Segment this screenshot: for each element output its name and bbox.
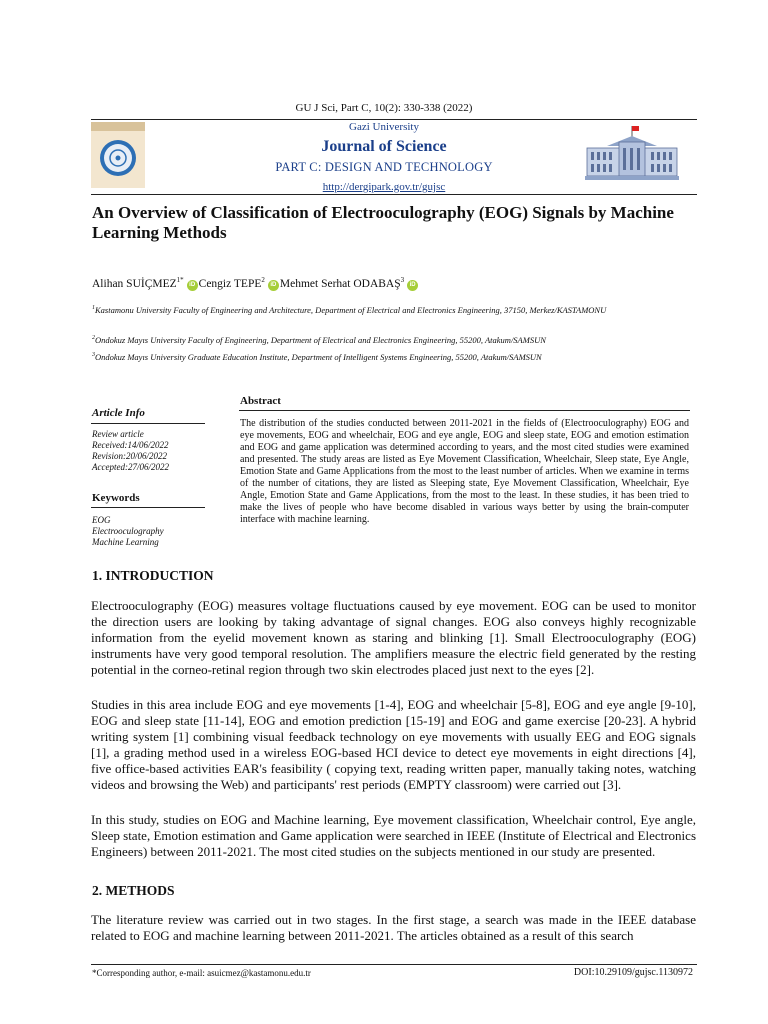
running-citation: GU J Sci, Part C, 10(2): 330-338 (2022): [295, 102, 473, 114]
journal-url-link[interactable]: http://dergipark.gov.tr/gujsc: [322, 181, 446, 193]
author-list: [92, 276, 419, 291]
author-1-sup: 1*: [176, 276, 184, 284]
author-2-name: Cengiz TEPE: [198, 277, 262, 290]
header-top-rule: [91, 119, 697, 120]
abstract-rule: [239, 410, 690, 411]
university-building-logo: [585, 124, 679, 184]
orcid-icon[interactable]: iD: [187, 280, 198, 291]
accepted-date: Accepted:27/06/2022: [92, 462, 169, 472]
author-3-name: Mehmet Serhat ODABAŞ: [279, 277, 401, 290]
affiliation-3-text: Ondokuz Mayıs University Graduate Education Institute, Department of Intelligent Systems Engineering, 55200, Atakum/SAMSUN: [95, 351, 542, 362]
author-2-sup: 2: [261, 276, 265, 284]
keywords-list: [92, 515, 164, 548]
keywords-heading: Keywords: [92, 492, 140, 504]
keyword-item: Machine Learning: [92, 537, 159, 547]
keywords-rule: [91, 507, 205, 508]
abstract-text: The distribution of the studies conducted between 2011-2021 in the fields of (Electrooculography) EOG and eye movements, EOG and wheelchair, EOG and eye angle, EOG and sleep state, EOG and emotion estimation and EOG and game application was determined according to years, and the most cited studies were examined and presented. The study areas are listed as Eye Movement Classification, Wheelchair, Sleep state, Eye Angle, Emotion State and Game Applications from the most to the least number of articles. When we examine in terms of the number of citations, they are listed as Sleeping state, Eye Movement Classification, Wheelchair, Eye Angle, Emotion State and Game Applications, from the most to the least. In these studies, it has been tried to make the lives of people who have become disabled in various ways better by using the brain-computer interface with machine learning.: [240, 418, 689, 525]
article-info-heading: Article Info: [92, 407, 145, 419]
revision-date: Revision:20/06/2022: [92, 451, 167, 461]
received-date: Received:14/06/2022: [92, 440, 169, 450]
affiliation-2: [92, 332, 692, 346]
affiliation-1-sup: 1: [92, 305, 95, 311]
intro-paragraph-2: Studies in this area include EOG and eye movements [1-4], EOG and wheelchair [5-8], EOG and eye angle [9-10], EOG and sleep state [11-14], EOG and emotion prediction [15-19] and EOG and game exercise [20-23]. A hybrid writing system [1] combining visual feedback technology on eye movements with usually EEG and EOG signals [1], a grading method used in a wireless EOG-based HCI device to detect eye movements in eight directions [4], five office-based activities EAR's feasibility ( copying text, reading written paper, manually taking notes, watching videos and browsing the Web) and participants' rest periods (EMPTY classroom) were carried out [3].: [91, 697, 696, 792]
header-bottom-rule: [91, 194, 697, 195]
affiliation-1-text: Kastamonu University Faculty of Engineering and Architecture, Department of Electrical and Electronics Engineering, 37150, Merkez/KASTAMONU: [95, 304, 607, 315]
corresponding-author-footnote: *Corresponding author, e-mail: asuicmez@kastamonu.edu.tr: [92, 968, 311, 978]
doi-label: DOI:10.29109/gujsc.1130972: [573, 967, 693, 978]
article-info-block: [92, 429, 169, 473]
article-info-rule: [91, 423, 205, 424]
article-title: An Overview of Classification of Electrooculography (EOG) Signals by Machine Learning Methods: [92, 203, 674, 242]
journal-part: PART C: DESIGN AND TECHNOLOGY: [275, 160, 493, 174]
author-3-sup: 3: [400, 276, 405, 284]
affiliation-2-sup: 2: [92, 335, 95, 341]
orcid-icon[interactable]: iD: [268, 280, 279, 291]
footer-rule: [91, 964, 697, 965]
affiliation-3-sup: 3: [92, 352, 95, 358]
methods-paragraph-1: The literature review was carried out in two stages. In the first stage, a search was made in the IEEE database related to EOG and machine learning between 2011-2021. The articles obtained as a result of this search: [91, 912, 696, 943]
author-1-name: Alihan SUİÇMEZ: [92, 277, 177, 290]
intro-paragraph-3: In this study, studies on EOG and Machine learning, Eye movement classification, Wheelchair control, Eye angle, Sleep state, Emotion estimation and Game application were searched in IEEE (Institute of Electrical and Electronics Engineers) between 2011-2021. The most cited studies on the subjects mentioned in our study are presented.: [91, 812, 697, 859]
keyword-item: Electrooculography: [92, 526, 164, 536]
introduction-heading: 1. INTRODUCTION: [92, 568, 214, 583]
article-type: Review article: [92, 429, 144, 439]
keyword-item: EOG: [92, 515, 111, 525]
journal-name: Journal of Science: [321, 138, 447, 155]
methods-heading: 2. METHODS: [92, 883, 175, 898]
intro-paragraph-1: Electrooculography (EOG) measures voltage fluctuations caused by eye movement. EOG can be used to monitor the direction users are looking by taking advantage of signal changes. EOG also conveys highly recognizable information from the eyelid movement known as staring and blinking [1]. Small Electrooculography (EOG) instruments have very good temporal resolution. The amplifiers measure the electric field generated by the resting potential in the corneo-retinal region through two skin electrodes placed just next to the eyes [2].: [91, 598, 696, 677]
affiliation-2-text: Ondokuz Mayıs University Faculty of Engineering, Department of Electrical and Electronics Engineering, 55200, Atakum/SAMSUN: [95, 334, 546, 345]
affiliation-3: [92, 349, 692, 363]
orcid-icon[interactable]: iD: [407, 280, 418, 291]
abstract-heading: Abstract: [240, 395, 281, 407]
affiliation-1: [92, 302, 692, 316]
university-name: Gazi University: [349, 121, 419, 133]
